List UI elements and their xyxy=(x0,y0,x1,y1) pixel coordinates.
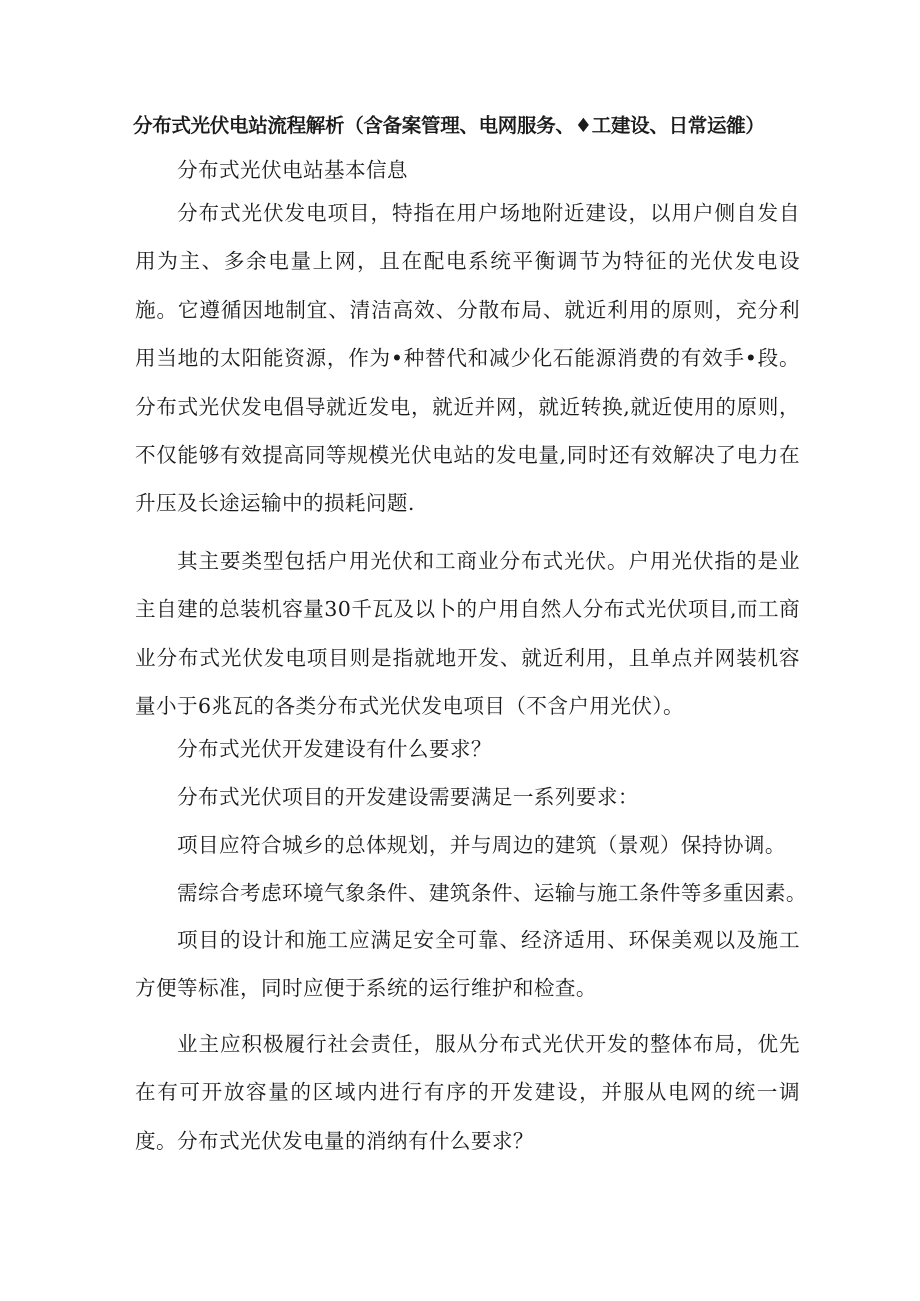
requirement-design: 项目的设计和施工应满足安全可靠、经济适用、环保美观以及施工方便等标准，同时应便于系统的运行维护和检查。 xyxy=(135,928,800,1001)
paragraph-types: 其主要类型包括户用光伏和工商业分布式光伏。户用光伏指的是业主自建的总装机容量30千瓦及以卜的户用自然人分布式光伏项目,而工商业分布式光伏发电项目则是指就地开发、就近利用，且单点并网装机容量小于6兆瓦的各类分布式光伏发电项目（不含户用光伏）。 xyxy=(135,549,800,719)
paragraph-requirements-lead: 分布式光伏项目的开发建设需要满足一系列要求： xyxy=(177,785,639,809)
document-title: 分布式光伏电站流程解析（含备案管理、电网服务、♦工建设、日常运雒） xyxy=(133,114,765,137)
question-development-requirements: 分布式光伏开发建设有什么要求？ xyxy=(177,737,492,761)
paragraph-intro: 分布式光伏发电项目，特指在用户场地附近建设，以用户侧自发自用为主、多余电量上网，且在配电系统平衡调节为特征的光伏发电设施。它遵循因地制宜、清洁高效、分散布局、就近利用的原则，充分利用当地的太阳能资源，作为•种替代和减少化石能源消费的有效手•段。分布式光伏发电倡导就近发电，就近并网，就近转换,就近使用的原则，不仅能够有效提高同等规模光伏电站的发电量,同时还有效解决了电力在升压及长途运输中的损耗问题. xyxy=(135,201,800,516)
requirement-planning: 项目应符合城乡的总体规划，并与周边的建筑（景观）保持协调。 xyxy=(177,833,786,857)
question-consumption-requirements: 分布式光伏发电量的消纳有什么要求？ xyxy=(177,1129,534,1153)
requirement-owner: 业主应积极履行社会责任，服从分布式光伏开发的整体布局，优先在有可开放容量的区域内进行有序的开发建设，并服从电网的统一调度。 xyxy=(135,1032,800,1153)
requirement-conditions: 需综合考虑环境气象条件、建筑条件、运输与施工条件等多重因素。 xyxy=(177,881,807,905)
section-heading: 分布式光伏电站基本信息 xyxy=(177,158,408,182)
